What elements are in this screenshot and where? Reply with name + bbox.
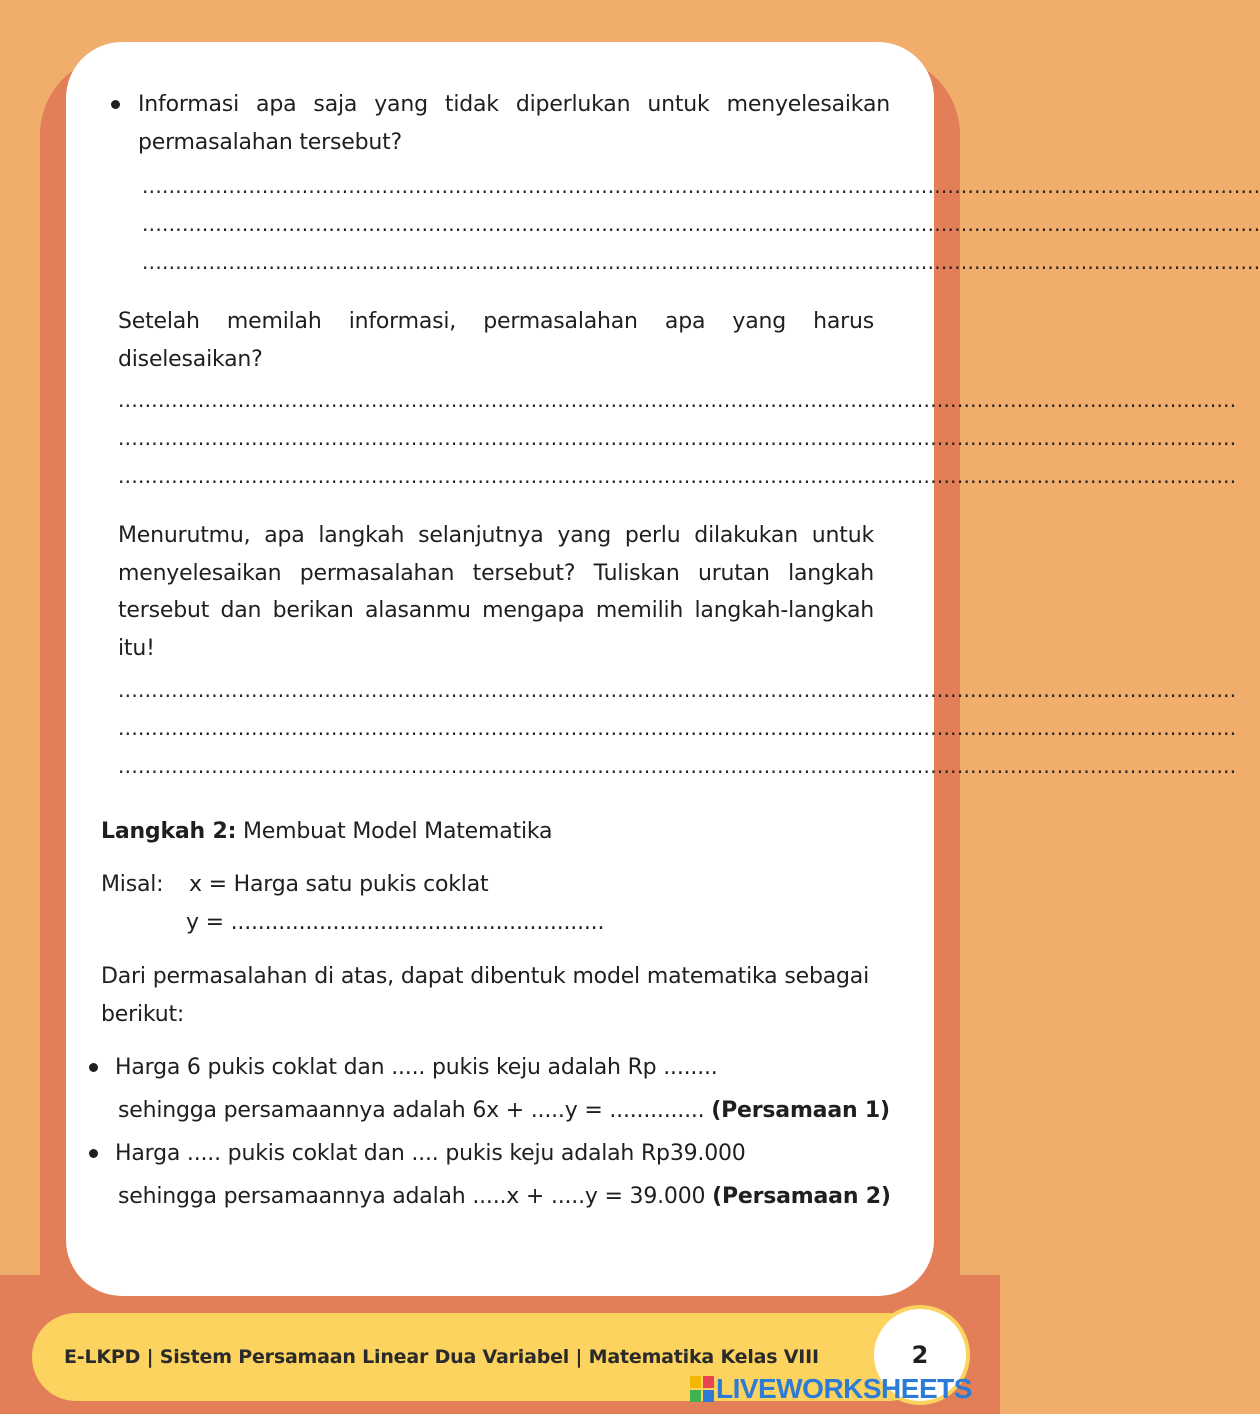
misal-label: Misal: xyxy=(101,872,164,897)
model-intro-text: Dari permasalahan di atas, dapat dibentuk model matematika sebagai berikut: xyxy=(101,964,869,1027)
equation-1-expression: sehingga persamaannya adalah 6x + .....y = .............. xyxy=(118,1098,705,1123)
equation-2-statement: Harga ..... pukis coklat dan .... pukis keju adalah Rp39.000 xyxy=(115,1141,746,1166)
footer-title: E-LKPD | Sistem Persamaan Linear Dua Variabel | Matematika Kelas VIII xyxy=(64,1346,819,1368)
equation-1-tag: (Persamaan 1) xyxy=(711,1098,890,1123)
step-label: Langkah 2: xyxy=(101,819,237,844)
variable-y-definition[interactable]: y = ....................................................... xyxy=(186,910,605,935)
equation-2-line xyxy=(118,1178,891,1216)
variable-x-definition: x = Harga satu pukis coklat xyxy=(189,872,489,897)
step-title: Membuat Model Matematika xyxy=(242,819,553,844)
answer-line[interactable]: ........................................................................................................................................................................ xyxy=(118,388,1237,412)
question-problem-to-solve: Setelah memilah informasi, permasalahan apa yang harus diselesaikan? xyxy=(118,309,874,372)
answer-line[interactable]: ........................................................................................................................................................................ xyxy=(142,174,1260,198)
answer-line[interactable]: ........................................................................................................................................................................ xyxy=(118,716,1237,740)
bullet-icon xyxy=(89,1063,98,1072)
answer-line[interactable]: ........................................................................................................................................................................ xyxy=(142,250,1260,274)
liveworksheets-watermark[interactable]: LIVEWORKSHEETS xyxy=(716,1373,972,1404)
page-number: 2 xyxy=(911,1341,929,1369)
bullet-icon xyxy=(111,100,120,109)
answer-line[interactable]: ........................................................................................................................................................................ xyxy=(142,212,1260,236)
answer-line[interactable]: ........................................................................................................................................................................ xyxy=(118,426,1237,450)
question-unneeded-info: Informasi apa saja yang tidak diperlukan untuk menyelesaikan permasalahan tersebut? xyxy=(138,92,890,155)
liveworksheets-logo-icon xyxy=(690,1376,714,1402)
bullet-icon xyxy=(89,1149,98,1158)
question-next-steps: Menurutmu, apa langkah selanjutnya yang perlu dilakukan untuk menyelesaikan permasalahan tersebut? Tuliskan urutan langkah tersebut dan berikan alasanmu mengapa memilih langkah-langkah itu! xyxy=(118,523,874,661)
answer-line[interactable]: ........................................................................................................................................................................ xyxy=(118,464,1237,488)
equation-2-tag: (Persamaan 2) xyxy=(712,1184,891,1209)
step-heading xyxy=(101,813,552,851)
equation-1-statement: Harga 6 pukis coklat dan ..... pukis keju adalah Rp ........ xyxy=(115,1055,718,1080)
answer-line[interactable]: ........................................................................................................................................................................ xyxy=(118,754,1237,778)
equation-1-line xyxy=(118,1092,890,1130)
equation-2-expression: sehingga persamaannya adalah .....x + .....y = 39.000 xyxy=(118,1184,706,1209)
answer-line[interactable]: ........................................................................................................................................................................ xyxy=(118,678,1237,702)
